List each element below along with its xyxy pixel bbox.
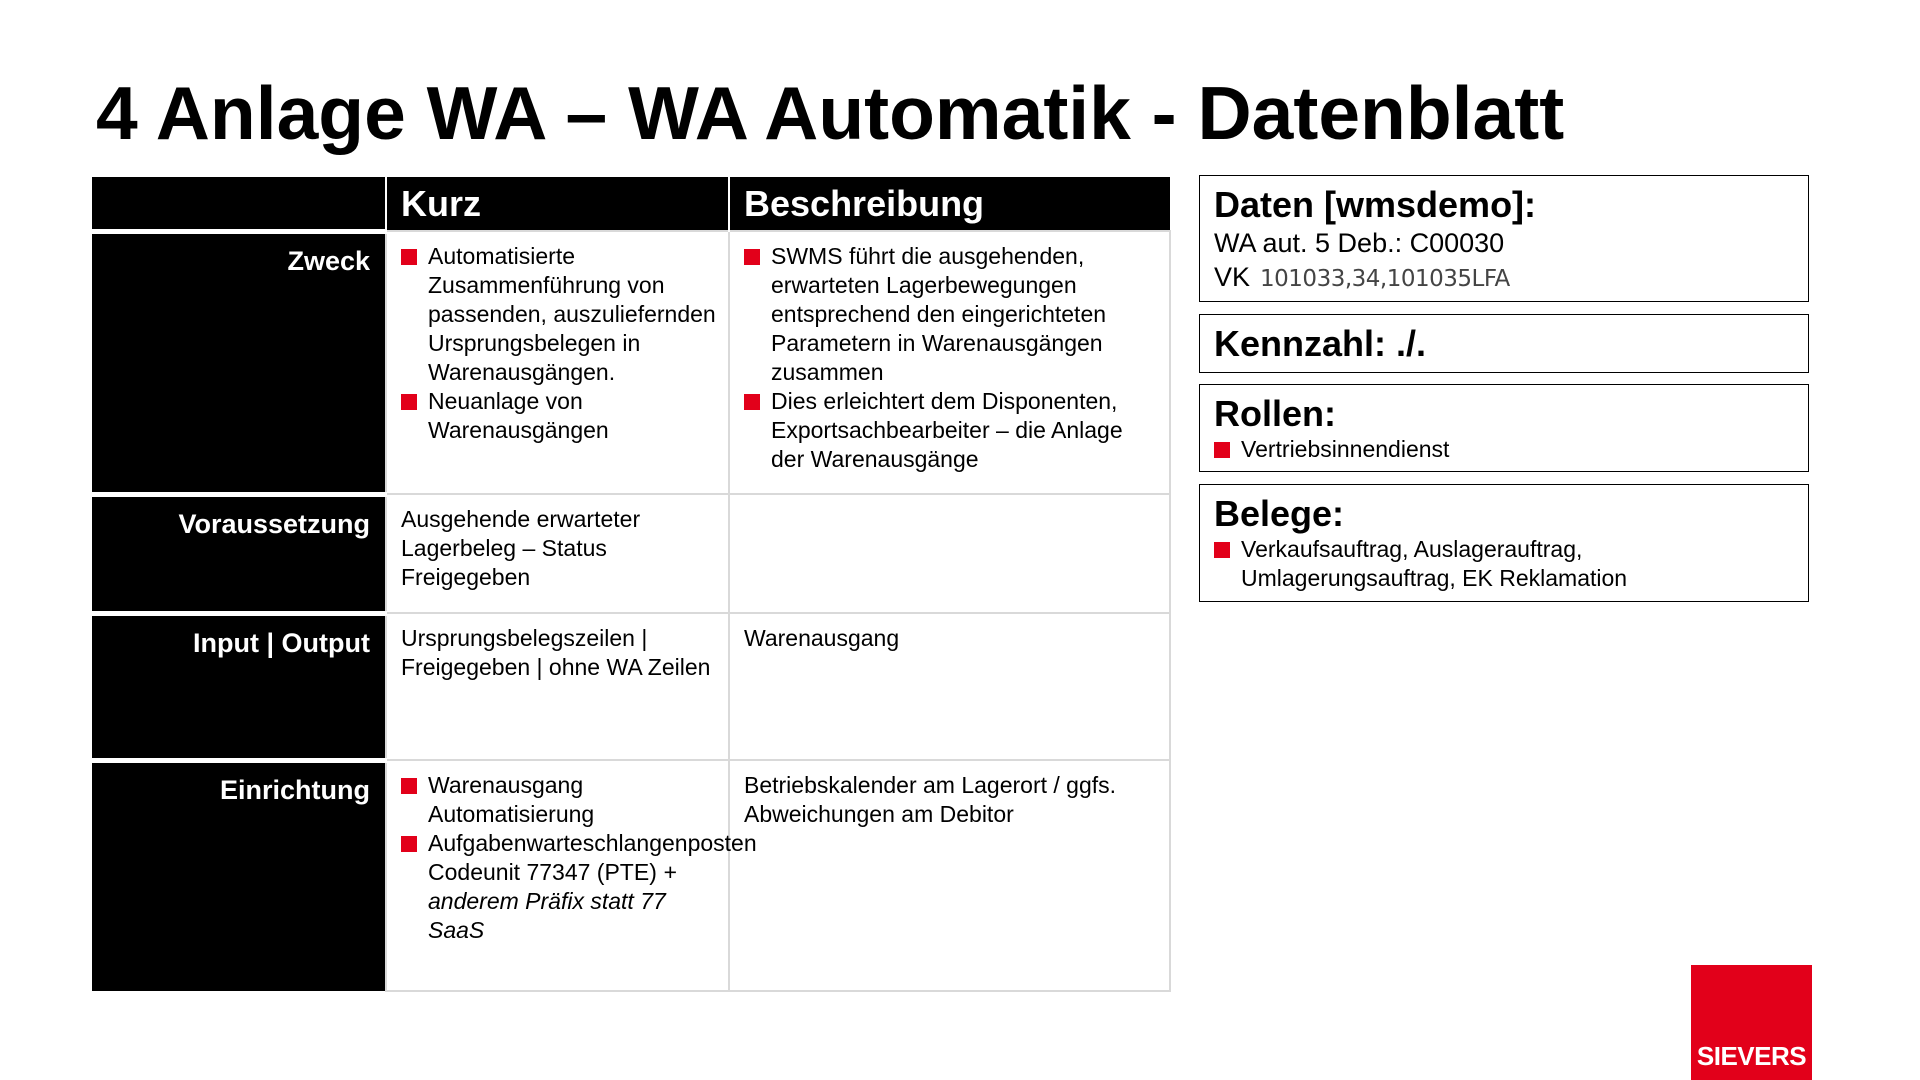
- list-item: Vertriebsinnendienst: [1214, 435, 1794, 464]
- list-item: Automatisierte Zusammenführung von passenden, auszuliefernden Ursprungsbelegen in Warenausgängen.: [401, 242, 716, 387]
- belege-list: [1214, 535, 1794, 593]
- daten-line: WA aut. 5 Deb.: C00030: [1214, 228, 1505, 258]
- table-header-kurz: Kurz: [386, 177, 729, 231]
- table-header-corner: [92, 177, 386, 231]
- bullet-list: [401, 242, 716, 445]
- belege-box: [1199, 484, 1809, 602]
- bullet-square-icon: [401, 778, 417, 794]
- table-row-zweck: [92, 231, 1170, 494]
- datenblatt-table: [92, 177, 1171, 992]
- vk-codes: 101033,34,101035LFA: [1260, 266, 1510, 292]
- logo-text: SIEVERS: [1696, 1041, 1807, 1071]
- cell-input-output-kurz: Ursprungsbelegszeilen | Freigegeben | ohne WA Zeilen: [386, 613, 729, 760]
- table-row-input-output: [92, 613, 1170, 760]
- bullet-square-icon: [1214, 542, 1230, 558]
- rollen-box: [1199, 384, 1809, 472]
- bullet-square-icon: [744, 249, 760, 265]
- cell-voraussetzung-kurz: Ausgehende erwarteter Lagerbeleg – Status Freigegeben: [386, 494, 729, 613]
- vk-label: VK: [1214, 262, 1251, 292]
- cell-voraussetzung-beschreibung: [729, 494, 1170, 613]
- table-row-einrichtung: [92, 760, 1170, 991]
- daten-heading: Daten [wmsdemo]:: [1214, 184, 1537, 225]
- cell-zweck-kurz: [386, 231, 729, 494]
- table-header-beschreibung: Beschreibung: [729, 177, 1170, 231]
- table-header-row: [92, 177, 1170, 231]
- list-item: Neuanlage von Warenausgängen: [401, 387, 716, 445]
- rollen-heading: Rollen:: [1214, 393, 1336, 434]
- cell-zweck-beschreibung: [729, 231, 1170, 494]
- row-label-input-output: Input | Output: [92, 613, 386, 760]
- table-row-voraussetzung: [92, 494, 1170, 613]
- daten-box: [1199, 175, 1809, 302]
- list-item: Aufgabenwarteschlangenposten Codeunit 77347 (PTE) + anderem Präfix statt 77 SaaS: [401, 829, 716, 945]
- bullet-square-icon: [401, 249, 417, 265]
- cell-einrichtung-kurz: [386, 760, 757, 991]
- sievers-logo: [1691, 965, 1812, 1080]
- list-item: SWMS führt die ausgehenden, erwarteten Lagerbewegungen entsprechend den eingerichteten Parametern in Warenausgängen zusammen: [744, 242, 1157, 387]
- page-title: 4 Anlage WA – WA Automatik - Datenblatt: [96, 71, 1565, 155]
- kennzahl-box: [1199, 314, 1809, 373]
- row-label-einrichtung: Einrichtung: [92, 760, 386, 991]
- belege-heading: Belege:: [1214, 493, 1345, 534]
- bullet-list: [744, 242, 1157, 474]
- row-label-zweck: Zweck: [92, 231, 386, 494]
- row-label-voraussetzung: Voraussetzung: [92, 494, 386, 613]
- bullet-square-icon: [1214, 442, 1230, 458]
- list-item: Dies erleichtert dem Disponenten, Exportsachbearbeiter – die Anlage der Warenausgänge: [744, 387, 1157, 474]
- rollen-list: [1214, 435, 1794, 464]
- daten-vk-line: [1214, 260, 1794, 296]
- cell-einrichtung-beschreibung: Betriebskalender am Lagerort / ggfs. Abweichungen am Debitor: [729, 760, 1170, 991]
- bullet-square-icon: [744, 394, 760, 410]
- list-item: Warenausgang Automatisierung: [401, 771, 716, 829]
- list-item: Verkaufsauftrag, Auslagerauftrag, Umlagerungsauftrag, EK Reklamation: [1214, 535, 1794, 593]
- bullet-list: [401, 771, 757, 945]
- kennzahl-heading: Kennzahl: ./.: [1214, 323, 1427, 364]
- bullet-square-icon: [401, 836, 417, 852]
- bullet-square-icon: [401, 394, 417, 410]
- cell-input-output-beschreibung: Warenausgang: [729, 613, 1170, 760]
